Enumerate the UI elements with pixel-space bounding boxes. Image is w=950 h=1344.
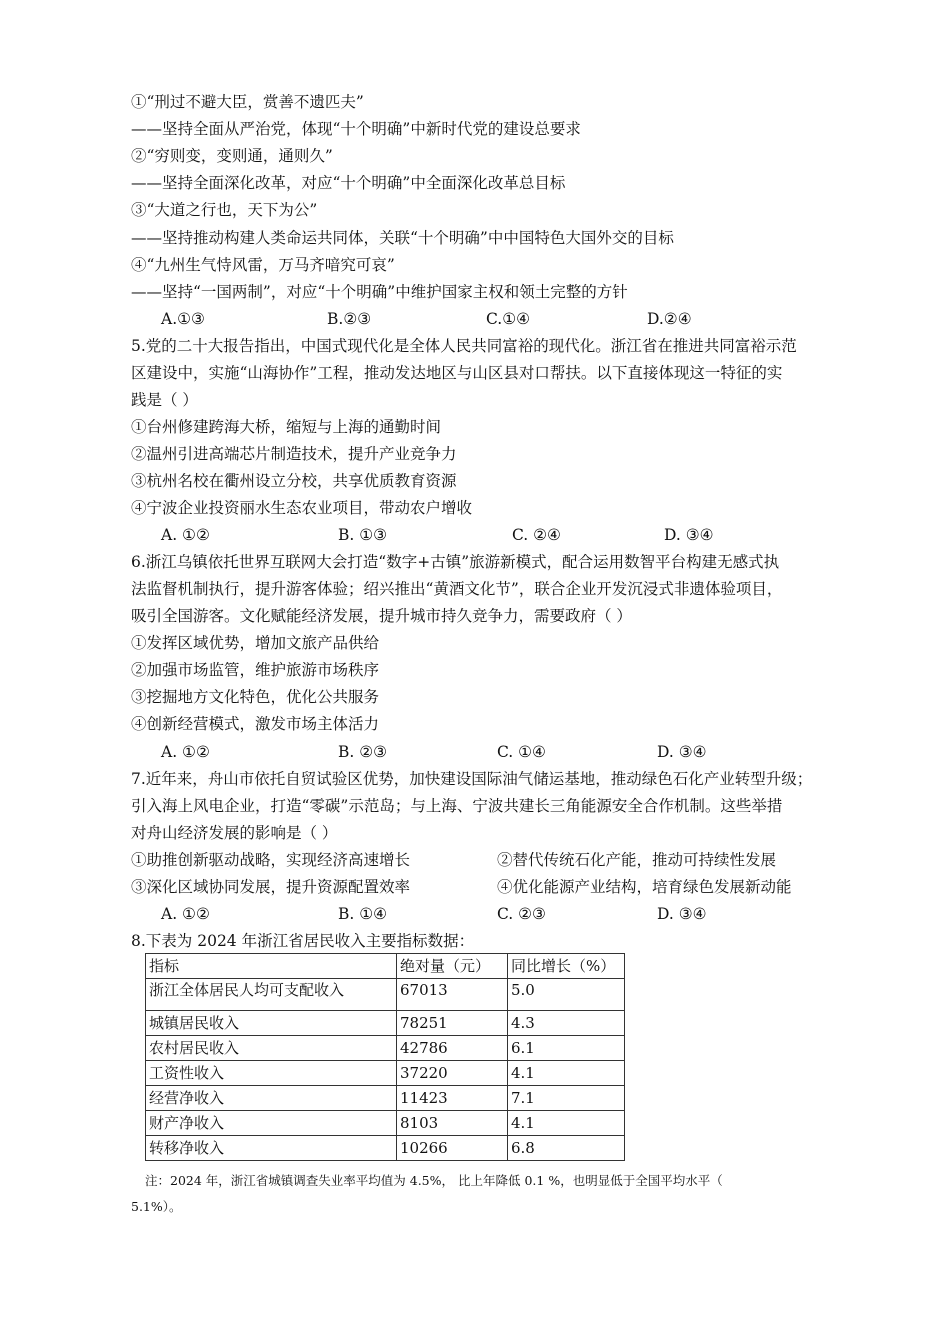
table-row <box>146 1061 625 1086</box>
table-cell-growth: 6.1 <box>508 1036 625 1061</box>
q7-option-b: B. ①④ <box>338 905 388 923</box>
table-cell-indicator: 工资性收入 <box>146 1061 397 1086</box>
q7-option-a: A. ①② <box>161 905 210 923</box>
q7-item-1: ①助推创新驱动战略，实现经济高速增长 <box>131 851 411 869</box>
table-row <box>146 1036 625 1061</box>
table-header-row <box>146 954 625 979</box>
q5-option-b: B. ①③ <box>338 526 388 544</box>
q6-item-3: ③挖掘地方文化特色，优化公共服务 <box>131 688 380 706</box>
q6-stem-line-2: 法监督机制执行，提升游客体验；绍兴推出“黄酒文化节”，联合企业开发沉浸式非遗体验项目， <box>131 580 783 598</box>
q4-option-b: B.②③ <box>327 310 372 328</box>
q4-option-a: A.①③ <box>161 310 205 328</box>
q4-option-d: D.②④ <box>647 310 692 328</box>
income-table <box>145 953 625 1161</box>
table-header-amount: 绝对量（元） <box>397 954 508 979</box>
q5-option-d: D. ③④ <box>664 526 714 544</box>
q6-option-c: C. ①④ <box>497 743 546 761</box>
q4-item-1: ①“刑过不避大臣，赏善不遗匹夫” <box>131 93 364 111</box>
table-cell-amount: 11423 <box>397 1086 508 1111</box>
q7-option-d: D. ③④ <box>657 905 707 923</box>
table-cell-amount: 67013 <box>397 979 508 1011</box>
table-cell-indicator: 城镇居民收入 <box>146 1011 397 1036</box>
q4-item-3: ③“大道之行也，天下为公” <box>131 201 318 219</box>
q7-stem-line-3: 对舟山经济发展的影响是（ ） <box>131 824 338 842</box>
table-cell-growth: 6.8 <box>508 1136 625 1161</box>
table-cell-growth: 4.1 <box>508 1061 625 1086</box>
table-cell-amount: 37220 <box>397 1061 508 1086</box>
q7-option-c: C. ②③ <box>497 905 546 923</box>
q4-item-1-explanation: ——坚持全面从严治党，体现“十个明确”中新时代党的建设总要求 <box>131 120 581 138</box>
q5-stem-line-3: 践是（ ） <box>131 391 198 409</box>
table-header-growth: 同比增长（%） <box>508 954 625 979</box>
q4-item-3-explanation: ——坚持推动构建人类命运共同体，关联“十个明确”中中国特色大国外交的目标 <box>131 229 674 247</box>
q6-stem-line-1: 6.浙江乌镇依托世界互联网大会打造“数字+古镇”旅游新模式，配合运用数智平台构建无感式执 <box>131 553 780 571</box>
table-cell-amount: 8103 <box>397 1111 508 1136</box>
q7-item-3: ③深化区域协同发展，提升资源配置效率 <box>131 878 411 896</box>
table-cell-amount: 78251 <box>397 1011 508 1036</box>
q7-stem-line-1: 7.近年来，舟山市依托自贸试验区优势，加快建设国际油气储运基地，推动绿色石化产业转型升级； <box>131 770 813 788</box>
table-cell-indicator: 财产净收入 <box>146 1111 397 1136</box>
q7-stem-line-2: 引入海上风电企业，打造“零碳”示范岛；与上海、宁波共建长三角能源安全合作机制。这些举措 <box>131 797 783 815</box>
q6-item-4: ④创新经营模式，激发市场主体活力 <box>131 715 380 733</box>
q7-item-4: ④优化能源产业结构，培育绿色发展新动能 <box>497 878 792 896</box>
q6-option-d: D. ③④ <box>657 743 707 761</box>
q5-item-2: ②温州引进高端芯片制造技术，提升产业竞争力 <box>131 445 457 463</box>
table-cell-growth: 4.3 <box>508 1011 625 1036</box>
q5-stem-line-1: 5.党的二十大报告指出，中国式现代化是全体人民共同富裕的现代化。浙江省在推进共同富裕示范 <box>131 337 797 355</box>
table-cell-growth: 4.1 <box>508 1111 625 1136</box>
q5-option-a: A. ①② <box>161 526 210 544</box>
q5-stem-line-2: 区建设中，实施“山海协作”工程，推动发达地区与山区县对口帮扶。以下直接体现这一特征的实 <box>131 364 783 382</box>
q6-item-2: ②加强市场监管，维护旅游市场秩序 <box>131 661 380 679</box>
table-cell-growth: 5.0 <box>508 979 625 1011</box>
q8-stem: 8.下表为 2024 年浙江省居民收入主要指标数据： <box>131 932 475 950</box>
q6-option-b: B. ②③ <box>338 743 388 761</box>
q5-option-c: C. ②④ <box>512 526 561 544</box>
table-header-indicator: 指标 <box>146 954 397 979</box>
q7-item-2: ②替代传统石化产能，推动可持续性发展 <box>497 851 777 869</box>
table-cell-amount: 42786 <box>397 1036 508 1061</box>
table-row <box>146 979 625 1011</box>
q4-item-2-explanation: ——坚持全面深化改革，对应“十个明确”中全面深化改革总目标 <box>131 174 566 192</box>
q4-item-4: ④“九州生气恃风雷，万马齐喑究可哀” <box>131 256 395 274</box>
table-row <box>146 1136 625 1161</box>
q6-option-a: A. ①② <box>161 743 210 761</box>
table-cell-indicator: 农村居民收入 <box>146 1036 397 1061</box>
q5-item-4: ④宁波企业投资丽水生态农业项目，带动农户增收 <box>131 499 473 517</box>
q6-item-1: ①发挥区域优势，增加文旅产品供给 <box>131 634 380 652</box>
q4-item-4-explanation: ——坚持“一国两制”，对应“十个明确”中维护国家主权和领土完整的方针 <box>131 283 628 301</box>
table-cell-indicator: 经营净收入 <box>146 1086 397 1111</box>
q6-stem-line-3: 吸引全国游客。文化赋能经济发展，提升城市持久竞争力，需要政府（ ） <box>131 607 632 625</box>
q4-option-c: C.①④ <box>486 310 531 328</box>
table-row <box>146 1011 625 1036</box>
table-note-line-1: 注：2024 年，浙江省城镇调查失业率平均值为 4.5%， 比上年降低 0.1 %，也明显低于全国平均水平（ <box>145 1173 723 1188</box>
q5-item-1: ①台州修建跨海大桥，缩短与上海的通勤时间 <box>131 418 442 436</box>
table-cell-indicator: 转移净收入 <box>146 1136 397 1161</box>
q5-item-3: ③杭州名校在衢州设立分校，共享优质教育资源 <box>131 472 457 490</box>
table-cell-growth: 7.1 <box>508 1086 625 1111</box>
q4-item-2: ②“穷则变，变则通，通则久” <box>131 147 333 165</box>
table-row <box>146 1086 625 1111</box>
table-row <box>146 1111 625 1136</box>
table-cell-amount: 10266 <box>397 1136 508 1161</box>
table-cell-indicator: 浙江全体居民人均可支配收入 <box>146 979 397 1011</box>
table-note-line-2: 5.1%）。 <box>131 1199 182 1214</box>
